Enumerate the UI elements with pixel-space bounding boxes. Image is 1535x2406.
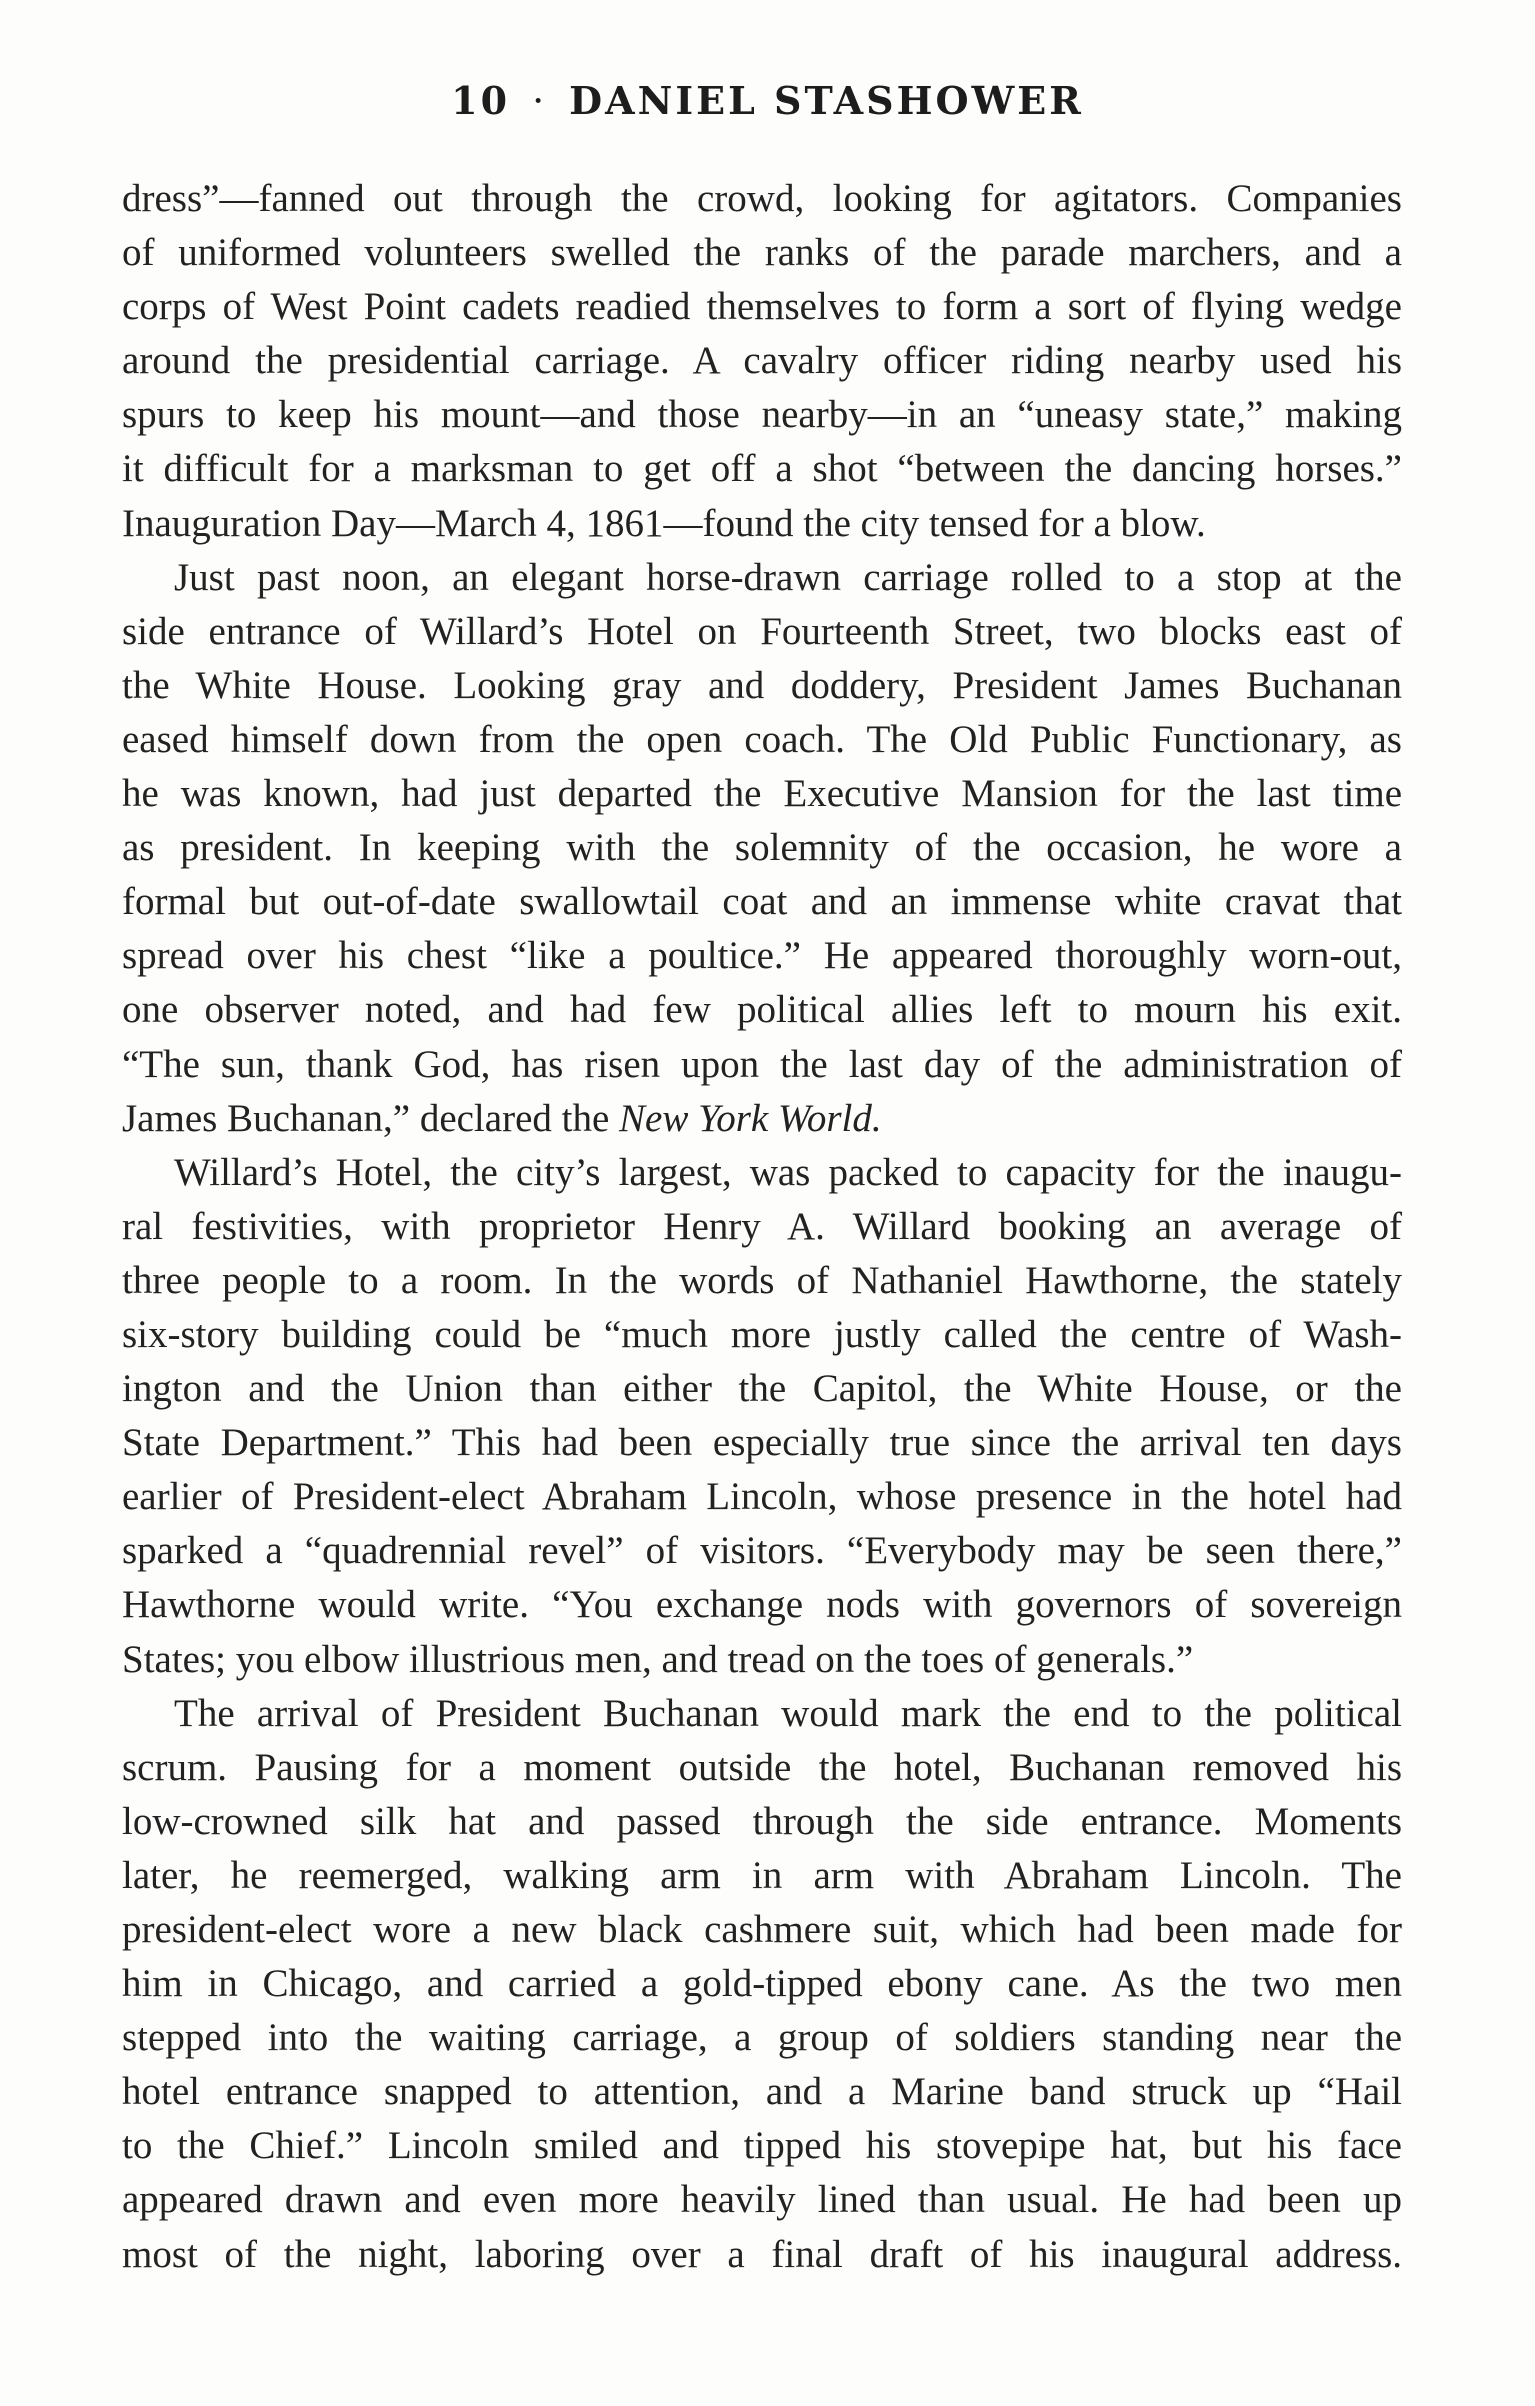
running-head (0, 78, 1535, 123)
body-text (122, 172, 1402, 2282)
paragraph-2 (122, 551, 1402, 1146)
text-line: spurs to keep his mount—and those nearby—in an “uneasy state,” making (122, 393, 1402, 437)
text-line: sparked a “quadrennial revel” of visitors. “Everybody may be seen there,” (122, 1529, 1402, 1573)
paragraph-4 (122, 1687, 1402, 2282)
text-line: president-elect wore a new black cashmere suit, which had been made for (122, 1908, 1402, 1951)
publication-title: New York World. (619, 1096, 882, 1140)
text-line: Willard’s Hotel, the city’s largest, was packed to capacity for the inaugu- (174, 1150, 1402, 1194)
text-line: him in Chicago, and carried a gold-tipped ebony cane. As the two men (122, 1962, 1402, 2006)
text-line: it difficult for a marksman to get off a shot “between the dancing horses.” (122, 447, 1402, 491)
text-line: later, he reemerged, walking arm in arm with Abraham Lincoln. The (122, 1853, 1402, 1897)
page-number: 10 (451, 78, 511, 123)
text-line: low-crowned silk hat and passed through the side entrance. Moments (122, 1799, 1402, 1843)
text-line: Inauguration Day—March 4, 1861—found the city tensed for a blow. (122, 501, 1206, 545)
text-line: earlier of President-elect Abraham Lincoln, whose presence in the hotel had (122, 1475, 1402, 1519)
text-line: Hawthorne would write. “You exchange nods with governors of sovereign (122, 1583, 1402, 1627)
text-line: the White House. Looking gray and doddery, President James Buchanan (122, 663, 1402, 707)
text-line: States; you elbow illustrious men, and tread on the toes of generals.” (122, 1637, 1194, 1681)
text-line: around the presidential carriage. A cavalry officer riding nearby used his (122, 339, 1402, 383)
header-separator: · (532, 79, 548, 123)
text-line: of uniformed volunteers swelled the ranks of the parade marchers, and a (122, 231, 1402, 275)
text-line: State Department.” This had been especially true since the arrival ten days (122, 1421, 1402, 1465)
text-line: corps of West Point cadets readied themselves to form a sort of flying wedge (122, 285, 1402, 329)
paragraph-1 (122, 172, 1402, 551)
text-line: stepped into the waiting carriage, a group of soldiers standing near the (122, 2016, 1402, 2060)
text-line: ral festivities, with proprietor Henry A. Willard booking an average of (122, 1204, 1402, 1248)
text-line: Just past noon, an elegant horse-drawn carriage rolled to a stop at the (174, 555, 1402, 599)
text-line (122, 1092, 1402, 1146)
text-line: ington and the Union than either the Capitol, the White House, or the (122, 1367, 1402, 1411)
text-line: six-story building could be “much more justly called the centre of Wash- (122, 1312, 1402, 1356)
text-line: spread over his chest “like a poultice.” He appeared thoroughly worn-out, (122, 934, 1402, 978)
text-line: dress”—fanned out through the crowd, looking for agitators. Companies (122, 177, 1402, 220)
text-line: eased himself down from the open coach. The Old Public Functionary, as (122, 717, 1402, 761)
text-line: “The sun, thank God, has risen upon the last day of the administration of (122, 1042, 1402, 1086)
author-name: DANIEL STASHOWER (569, 78, 1084, 123)
text-line: formal but out-of-date swallowtail coat and an immense white cravat that (122, 880, 1402, 924)
text-line: as president. In keeping with the solemnity of the occasion, he wore a (122, 826, 1402, 870)
text-line: one observer noted, and had few political allies left to mourn his exit. (122, 988, 1402, 1032)
text-line: hotel entrance snapped to attention, and a Marine band struck up “Hail (122, 2070, 1402, 2114)
text-line: three people to a room. In the words of Nathaniel Hawthorne, the stately (122, 1258, 1402, 1302)
text-line: to the Chief.” Lincoln smiled and tipped his stovepipe hat, but his face (122, 2124, 1402, 2168)
text-line: side entrance of Willard’s Hotel on Fourteenth Street, two blocks east of (122, 609, 1402, 653)
text-line-prefix: James Buchanan,” declared the (122, 1096, 620, 1140)
paragraph-3 (122, 1146, 1402, 1687)
text-line: The arrival of President Buchanan would mark the end to the political (174, 1691, 1402, 1735)
text-line: he was known, had just departed the Executive Mansion for the last time (122, 772, 1402, 816)
text-line: most of the night, laboring over a final draft of his inaugural address. (122, 2232, 1402, 2276)
text-line: scrum. Pausing for a moment outside the hotel, Buchanan removed his (122, 1745, 1402, 1789)
text-line: appeared drawn and even more heavily lined than usual. He had been up (122, 2178, 1402, 2222)
